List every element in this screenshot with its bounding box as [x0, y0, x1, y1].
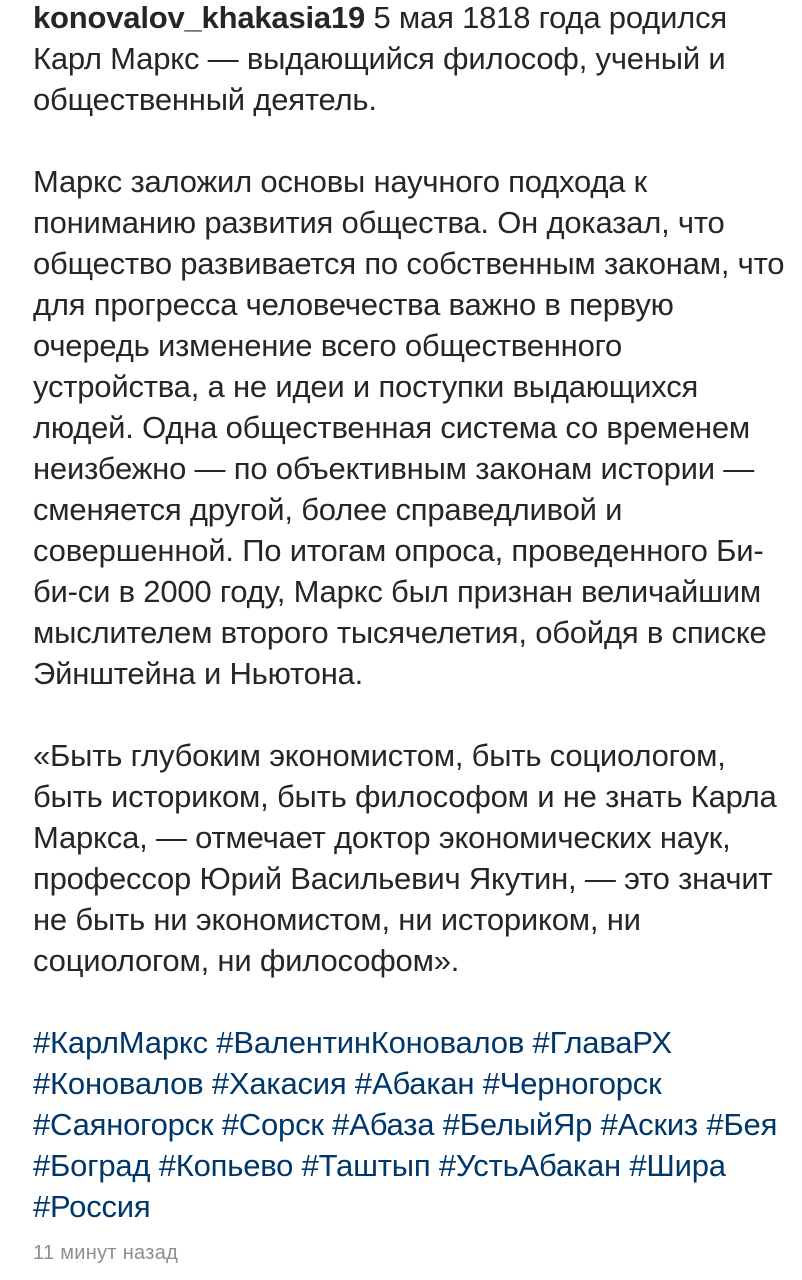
hashtag-link[interactable]: #Копьево — [158, 1148, 294, 1183]
hashtag-link[interactable]: #УстьАбакан — [438, 1148, 621, 1183]
caption-text-intro: 5 мая 1818 года родился Карл Маркс — выдающийся философ, ученый и общественный деятель. — [33, 0, 727, 117]
hashtag-link[interactable]: #КарлМаркс — [33, 1025, 208, 1060]
post-timestamp: 11 минут назад — [33, 1242, 179, 1264]
hashtag-link[interactable]: #ВалентинКоновалов — [216, 1025, 525, 1060]
hashtag-link[interactable]: #БелыйЯр — [442, 1107, 593, 1142]
hashtag-link[interactable]: #Хакасия — [211, 1066, 347, 1101]
hashtag-link[interactable]: #Черногорск — [482, 1066, 662, 1101]
hashtag-link[interactable]: #Саяногорск — [33, 1107, 214, 1142]
hashtag-link[interactable]: #Сорск — [221, 1107, 324, 1142]
hashtag-link[interactable]: #Абаза — [332, 1107, 435, 1142]
post-caption — [33, 0, 785, 1227]
caption-paragraph-3: «Быть глубоким экономистом, быть социологом, быть историком, быть философом и не знать Карла Маркса, — отмечает доктор экономических наук, профессор Юрий Васильевич Якутин, — это значит не быть ни экономистом, ни историком, ни социологом, ни философом». — [33, 738, 777, 978]
hashtag-link[interactable]: #Коновалов — [33, 1066, 204, 1101]
caption-paragraph-2: Маркс заложил основы научного подхода к пониманию развития общества. Он доказал, что общество развивается по собственным законам, что для прогресса человечества важно в первую очередь изменение всего общественного устройства, а не идеи и поступки выдающихся людей. Одна общественная система со временем неизбежно — по объективным законам истории — сменяется другой, более справедливой и совершенной. По итогам опроса, проведенного Би-би-си в 2000 году, Маркс был признан величайшим мыслителем второго тысячелетия, обойдя в списке Эйнштейна и Ньютона. — [33, 164, 785, 691]
username-link[interactable]: konovalov_khakasia19 — [33, 0, 366, 35]
hashtag-link[interactable]: #Боград — [33, 1148, 151, 1183]
hashtag-link[interactable]: #Аскиз — [600, 1107, 698, 1142]
hashtag-link[interactable]: #Бея — [706, 1107, 778, 1142]
hashtag-link[interactable]: #Таштып — [301, 1148, 431, 1183]
hashtag-link[interactable]: #Россия — [33, 1189, 151, 1224]
hashtag-link[interactable]: #Абакан — [354, 1066, 475, 1101]
caption-paragraph-1 — [33, 0, 785, 120]
hashtag-list — [33, 1022, 785, 1227]
hashtag-link[interactable]: #Шира — [629, 1148, 726, 1183]
hashtag-link[interactable]: #ГлаваРХ — [532, 1025, 672, 1060]
